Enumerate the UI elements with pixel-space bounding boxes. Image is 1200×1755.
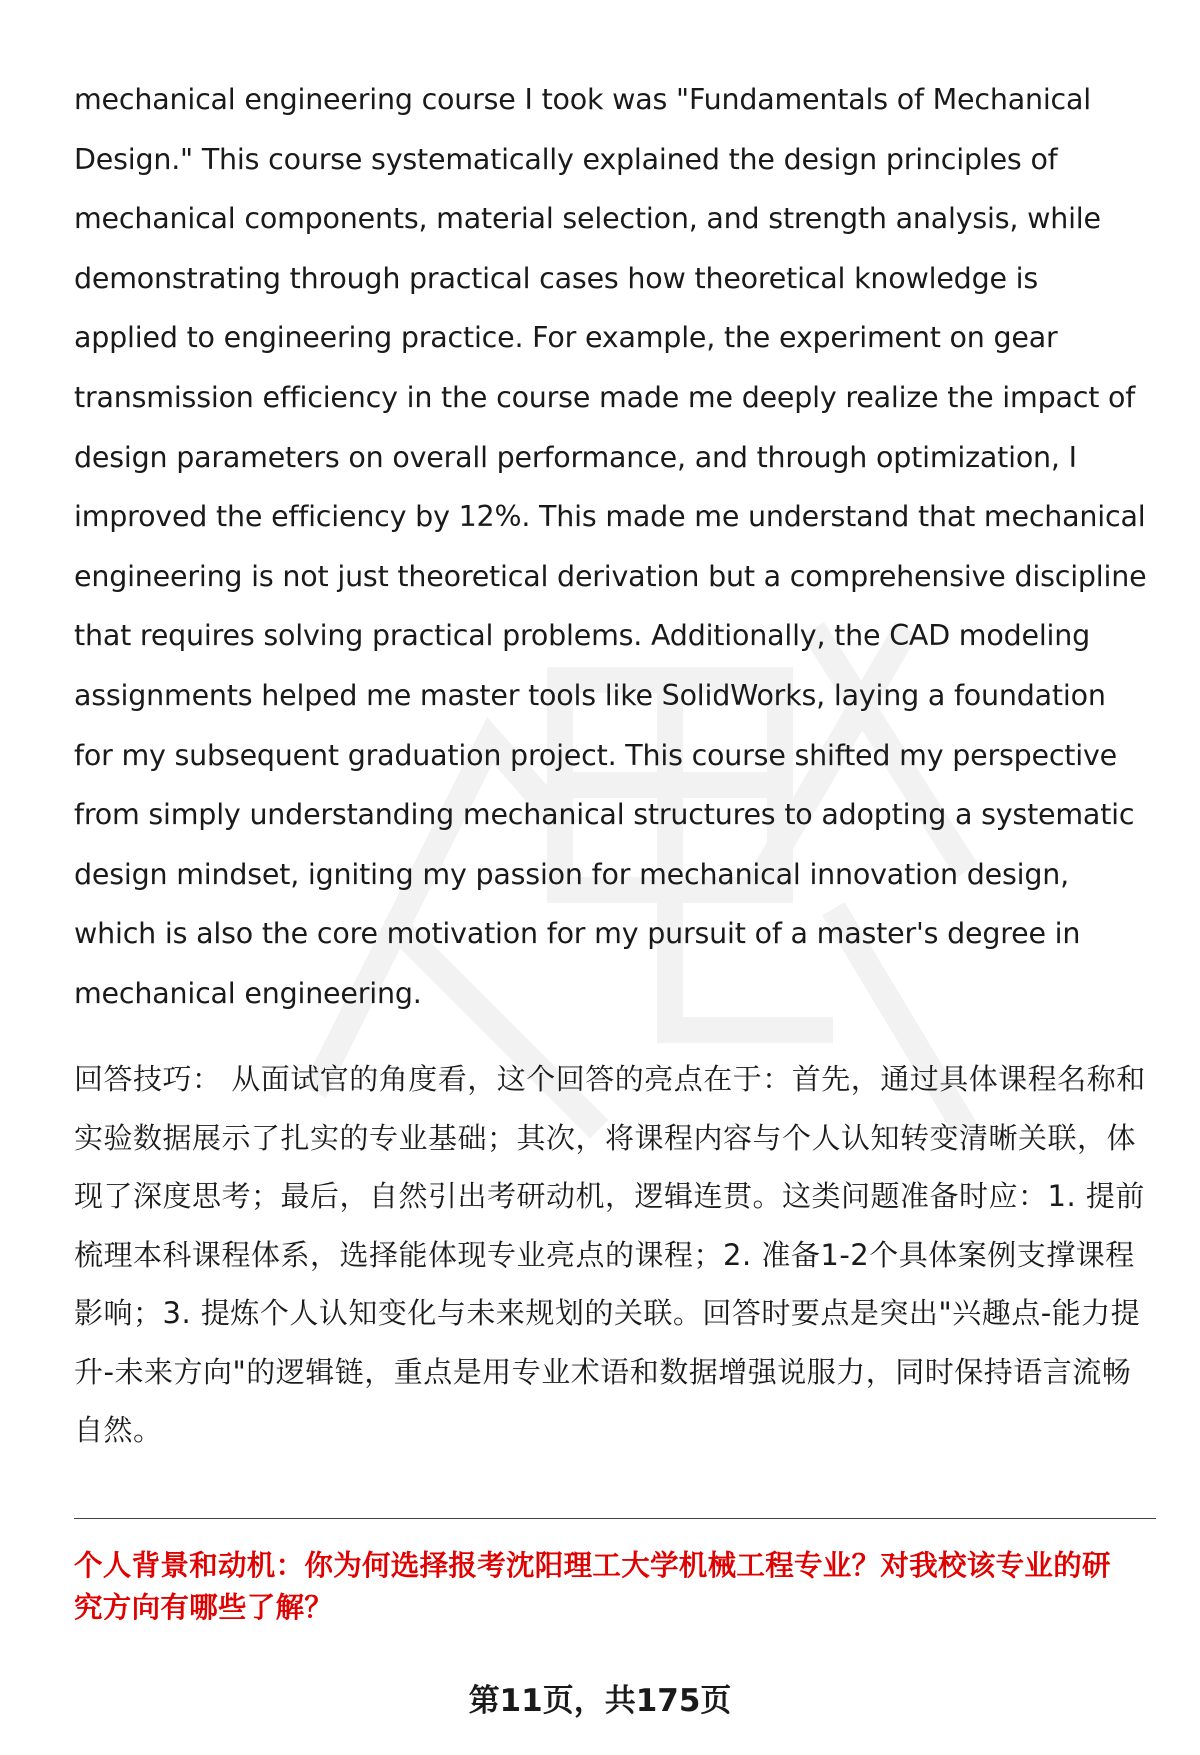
section-divider (74, 1518, 1156, 1519)
answer-body-english: mechanical engineering course I took was "Fundamentals of Mechanical Design." This course systematically explained the design principles of mechanical components, material selection, and strength analysis, while demonstrating through practical cases how theoretical knowledge is applied to engineering practice. For example, the experiment on gear transmission efficiency in the course made me deeply realize the impact of design parameters on overall performance, and through optimization, I improved the efficiency by 12%. This made me understand that mechanical engineering is not just theoretical derivation but a comprehensive discipline that requires solving practical problems. Additionally, the CAD modeling assignments helped me master tools like SolidWorks, laying a foundation for my subsequent graduation project. This course shifted my perspective from simply understanding mechanical structures to adopting a systematic design mindset, igniting my passion for mechanical innovation design, which is also the core motivation for my pursuit of a master's degree in mechanical engineering. (74, 83, 1147, 1010)
page-number: 第11页，共175页 (468, 1683, 732, 1719)
next-question-heading: 个人背景和动机：你为何选择报考沈阳理工大学机械工程专业？对我校该专业的研 究方向有哪些了解？ (74, 1549, 1111, 1624)
answer-tips: 回答技巧： 从面试官的角度看，这个回答的亮点在于：首先，通过具体课程名称和 实验数据展示了扎实的专业基础；其次，将课程内容与个人认知转变清晰关联，体 现了深度思考；最后，自然引出考研动机，逻辑连贯。这类问题准备时应：1. 提前 梳理本科课程体系，选择能体现专业亮点的课程；2. 准备1-2个具体案例支撑课程 影响；3. 提炼个人认知变化与未来规划的关联。回答时要点是突出"兴趣点-能力提 升-未来方向"的逻辑链，重点是用专业术语和数据增强说服力，同时保持语言流畅 自然。 (74, 1062, 1146, 1447)
